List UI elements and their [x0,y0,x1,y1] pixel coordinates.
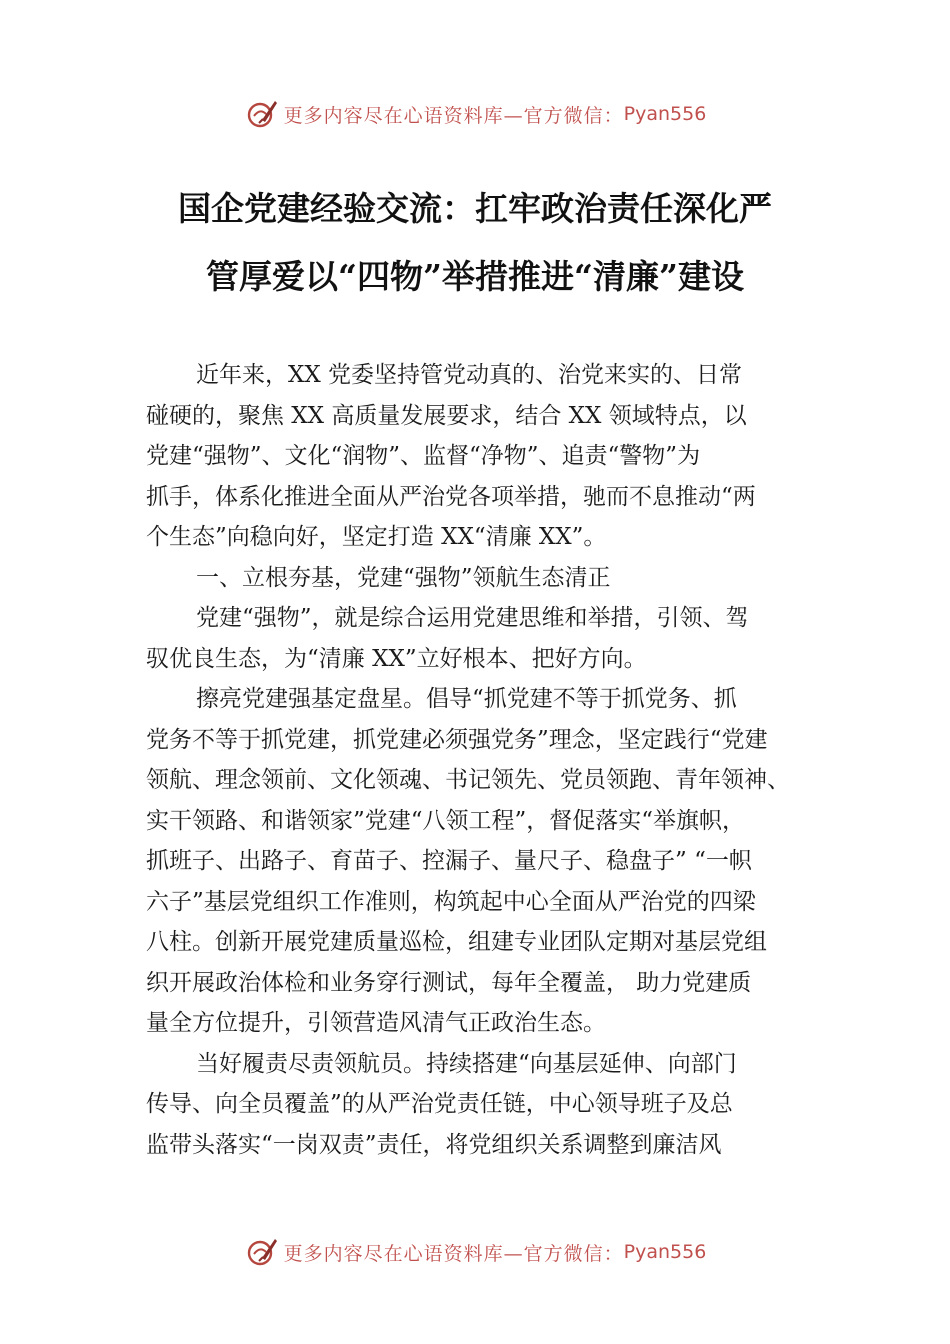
body-line: 擦亮党建强基定盘星。倡导“抓党建不等于抓党务、抓 [196,686,737,712]
body-line: 碰硬的，聚焦 XX 高质量发展要求，结合 XX 领域特点，以 [146,402,747,429]
banner-text: 更多内容尽在心语资料库—官方微信： [283,104,624,127]
body-line: 抓班子、出路子、育苗子、控漏子、量尺子、稳盘子” “一帜 [146,848,752,874]
banner-text: 更多内容尽在心语资料库—官方微信： [283,1242,624,1265]
body-line: 当好履责尽责领航员。持续搭建“向基层延伸、向部门 [196,1050,737,1077]
body-line: 实干领路、和谐领家”党建“八领工程”，督促落实“举旗帜， [146,807,746,834]
body-line: 八柱。创新开展党建质量巡检，组建专业团队定期对基层党组 [146,929,767,955]
body-line: 党建“强物”，就是综合运用党建思维和举措，引领、驾 [196,605,749,631]
body-line: 近年来，XX 党委坚持管党动真的、治党来实的、日常 [196,362,743,388]
header-banner [0,94,950,134]
body-line: 六子”基层党组织工作准则，构筑起中心全面从严治党的四梁 [146,888,756,915]
footer-banner [0,1232,950,1272]
body-line: 领航、理念领前、文化领魂、书记领先、党员领跑、青年领神、 [146,767,790,793]
document-body [146,355,816,1165]
wechat-id: Pyan556 [623,1241,707,1263]
body-line: 传导、向全员覆盖”的从严治党责任链，中心领导班子及总 [146,1091,733,1117]
body-line: 党务不等于抓党建，抓党建必须强党务”理念，坚定践行“党建 [146,726,768,753]
body-line: 量全方位提升，引领营造风清气正政治生态。 [146,1010,606,1036]
quill-logo-icon [244,1234,280,1270]
body-line: 抓手，体系化推进全面从严治党各项举措，驰而不息推动“两 [146,483,756,510]
body-line: 一、立根夯基，党建“强物”领航生态清正 [196,564,611,591]
body-line: 监带头落实“一岗双责”责任，将党组织关系调整到廉洁风 [146,1131,722,1158]
body-line: 个生态”向稳向好，坚定打造 XX“清廉 XX”。 [146,524,607,550]
document-title [100,175,850,311]
title-line-1: 国企党建经验交流：扛牢政治责任深化严 [178,189,772,228]
title-line-2: 管厚爱以“四物”举措推进“清廉”建设 [206,257,744,296]
wechat-id: Pyan556 [623,103,707,125]
body-line: 党建“强物”、文化“润物”、监督“净物”、追责“警物”为 [146,443,701,469]
quill-logo-icon [244,96,280,132]
body-line: 织开展政治体检和业务穿行测试，每年全覆盖， 助力党建质 [146,969,752,996]
body-line: 驭优良生态，为“清廉 XX”立好根本、把好方向。 [146,645,647,672]
